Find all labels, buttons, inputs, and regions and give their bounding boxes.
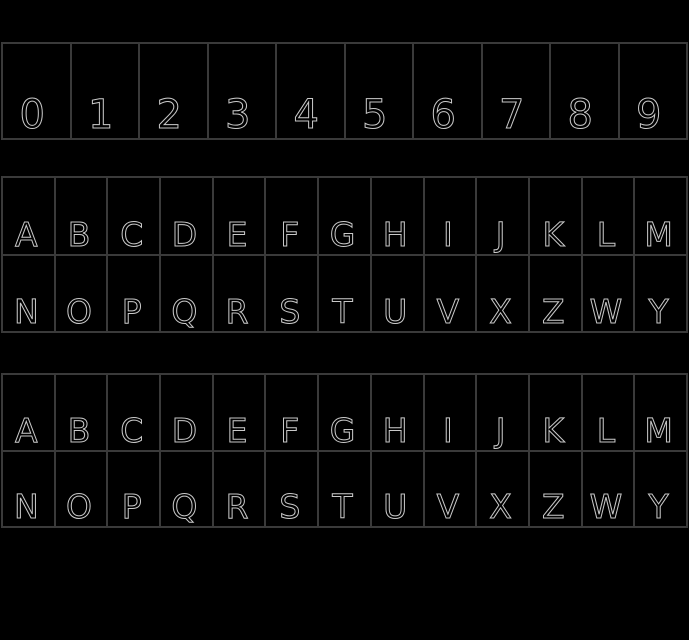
glyph-cell xyxy=(372,256,423,332)
glyph-cell xyxy=(108,375,159,450)
glyph: 9 xyxy=(636,92,662,138)
glyph: O xyxy=(66,487,93,526)
glyph-cell xyxy=(319,256,370,332)
glyph-cell xyxy=(266,256,317,332)
glyph: F xyxy=(280,214,300,254)
glyph-cell xyxy=(161,452,212,527)
glyph-cell xyxy=(108,452,159,527)
glyph: T xyxy=(332,487,353,526)
glyph: H xyxy=(382,214,408,254)
glyph-cell xyxy=(161,256,212,332)
glyph: E xyxy=(226,214,248,254)
glyph: C xyxy=(120,410,144,450)
glyph: Z xyxy=(541,487,565,526)
glyph: Q xyxy=(171,487,198,526)
glyph: B xyxy=(67,410,91,450)
glyph-cell xyxy=(477,375,528,450)
glyph: M xyxy=(644,410,673,450)
glyph-cell xyxy=(414,44,481,138)
glyph: N xyxy=(14,487,39,526)
charmap-grid-digits xyxy=(1,42,688,140)
glyph-cell xyxy=(214,256,265,332)
glyph-cell xyxy=(266,375,317,450)
glyph-cell xyxy=(161,178,212,254)
glyph-cell xyxy=(214,178,265,254)
glyph: D xyxy=(171,214,198,254)
glyph: Z xyxy=(541,292,565,331)
glyph: V xyxy=(436,487,460,526)
glyph-cell xyxy=(56,178,107,254)
glyph-cell xyxy=(477,178,528,254)
glyph-cell xyxy=(56,256,107,332)
glyph-cell xyxy=(346,44,413,138)
glyph-cell xyxy=(214,452,265,527)
glyph: 5 xyxy=(362,92,388,138)
glyph-cell xyxy=(635,256,686,332)
glyph-cell xyxy=(425,256,476,332)
glyph: I xyxy=(443,410,453,450)
glyph: 7 xyxy=(499,92,525,138)
glyph-cell xyxy=(277,44,344,138)
glyph: Y xyxy=(648,292,669,331)
glyph: 3 xyxy=(225,92,251,138)
glyph-cell xyxy=(530,178,581,254)
glyph: R xyxy=(225,292,249,331)
glyph: A xyxy=(15,410,38,450)
glyph-cell xyxy=(372,375,423,450)
glyph: K xyxy=(542,410,565,450)
glyph: O xyxy=(66,292,93,331)
glyph-cell xyxy=(56,452,107,527)
glyph: W xyxy=(589,292,623,331)
glyph-cell xyxy=(3,375,54,450)
glyph-cell xyxy=(583,256,634,332)
glyph: 8 xyxy=(567,92,593,138)
glyph-cell xyxy=(319,178,370,254)
glyph: A xyxy=(15,214,38,254)
glyph: P xyxy=(121,487,142,526)
glyph-cell xyxy=(209,44,276,138)
glyph: I xyxy=(443,214,453,254)
glyph-cell xyxy=(3,256,54,332)
glyph: S xyxy=(279,292,301,331)
glyph-cell xyxy=(425,178,476,254)
glyph-cell xyxy=(530,452,581,527)
glyph: 1 xyxy=(88,92,114,138)
glyph: Q xyxy=(171,292,198,331)
glyph: G xyxy=(329,214,356,254)
glyph-cell xyxy=(551,44,618,138)
glyph-cell xyxy=(583,178,634,254)
glyph: T xyxy=(332,292,353,331)
glyph-cell xyxy=(483,44,550,138)
glyph: L xyxy=(596,410,616,450)
glyph-cell xyxy=(530,256,581,332)
glyph-cell xyxy=(56,375,107,450)
glyph-cell xyxy=(583,375,634,450)
glyph-cell xyxy=(583,452,634,527)
glyph: G xyxy=(329,410,356,450)
glyph: P xyxy=(121,292,142,331)
glyph: E xyxy=(226,410,248,450)
charmap-grid-uppercase-top xyxy=(1,176,688,333)
glyph: L xyxy=(596,214,616,254)
glyph: F xyxy=(280,410,300,450)
glyph-cell xyxy=(214,375,265,450)
charmap-grid-uppercase-bottom xyxy=(1,373,688,528)
glyph: U xyxy=(383,292,408,331)
glyph: 0 xyxy=(19,92,45,138)
glyph-cell xyxy=(72,44,139,138)
glyph-cell xyxy=(140,44,207,138)
glyph: C xyxy=(120,214,144,254)
glyph-cell xyxy=(161,375,212,450)
glyph: J xyxy=(495,214,506,254)
glyph: H xyxy=(382,410,408,450)
glyph-cell xyxy=(635,178,686,254)
glyph-cell xyxy=(108,256,159,332)
glyph-cell xyxy=(319,452,370,527)
glyph-cell xyxy=(530,375,581,450)
glyph-cell xyxy=(425,452,476,527)
glyph: X xyxy=(489,487,512,526)
glyph: K xyxy=(542,214,565,254)
glyph: Y xyxy=(648,487,669,526)
glyph-cell xyxy=(635,375,686,450)
glyph-cell xyxy=(425,375,476,450)
glyph-cell xyxy=(372,178,423,254)
glyph-cell xyxy=(3,452,54,527)
glyph: X xyxy=(489,292,512,331)
glyph: N xyxy=(14,292,39,331)
glyph: B xyxy=(67,214,91,254)
glyph: J xyxy=(495,410,506,450)
glyph-cell xyxy=(372,452,423,527)
glyph: D xyxy=(171,410,198,450)
glyph: S xyxy=(279,487,301,526)
glyph-cell xyxy=(3,178,54,254)
glyph: 2 xyxy=(156,92,182,138)
glyph-cell xyxy=(266,178,317,254)
glyph: U xyxy=(383,487,408,526)
glyph: 4 xyxy=(293,92,319,138)
glyph: V xyxy=(436,292,460,331)
glyph: R xyxy=(225,487,249,526)
glyph-cell xyxy=(3,44,70,138)
glyph-cell xyxy=(620,44,687,138)
glyph-cell xyxy=(319,375,370,450)
glyph-cell xyxy=(635,452,686,527)
glyph-cell xyxy=(266,452,317,527)
glyph: 6 xyxy=(430,92,456,138)
glyph: M xyxy=(644,214,673,254)
glyph-cell xyxy=(477,256,528,332)
glyph: W xyxy=(589,487,623,526)
glyph-cell xyxy=(108,178,159,254)
glyph-cell xyxy=(477,452,528,527)
